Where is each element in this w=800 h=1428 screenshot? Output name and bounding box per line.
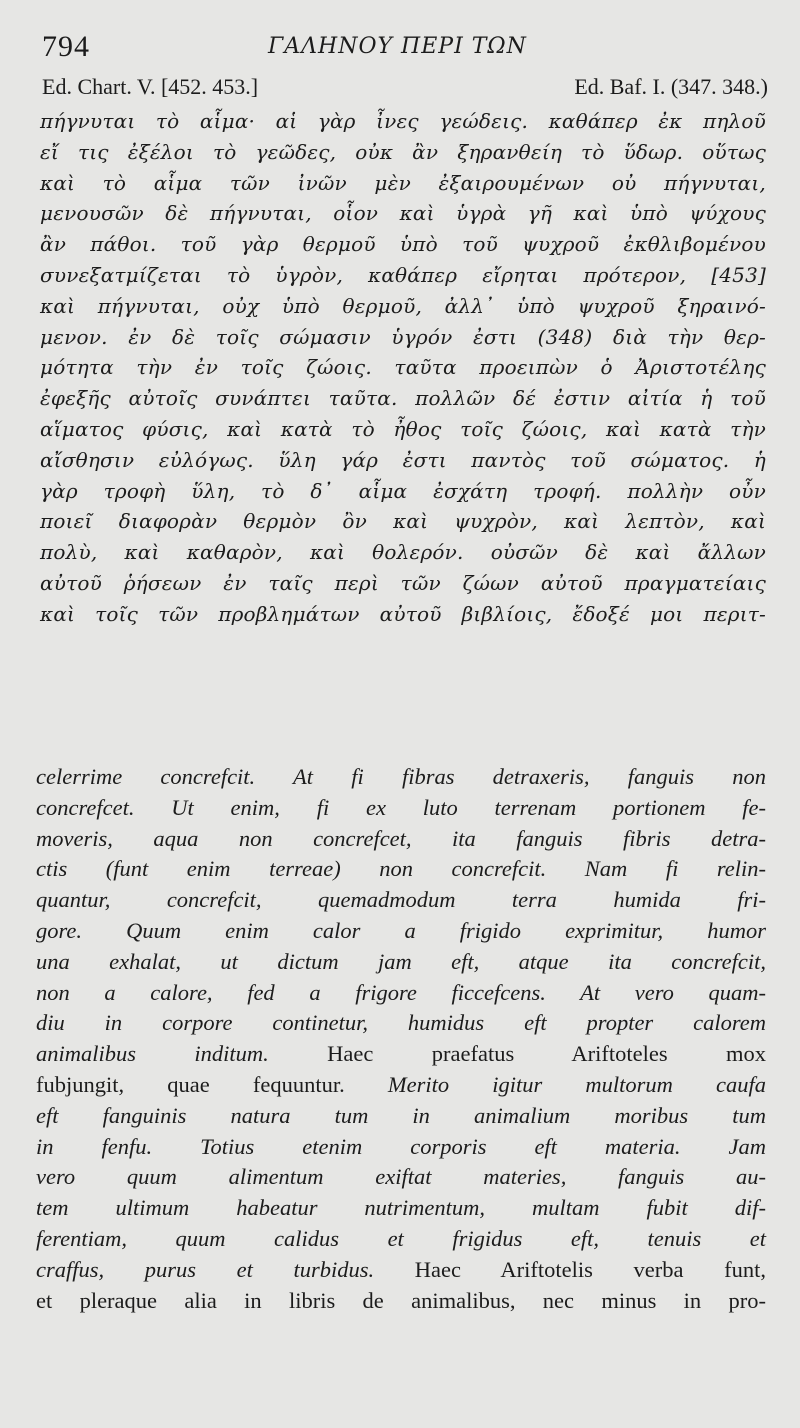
greek-text-line: ἂν πάθοι. τοῦ γὰρ θερμοῦ ὑπὸ τοῦ ψυχροῦ ἐκθλιβομένου: [40, 232, 766, 257]
greek-text-line: μότητα τὴν ἐν τοῖς ζώοις. ταῦτα προειπὼν ὁ Ἀριστοτέλης: [40, 355, 766, 380]
latin-text-line: [36, 1101, 766, 1132]
latin-italic-segment: gore. Quum enim calor a frigido exprimitur, humor: [36, 917, 766, 943]
latin-italic-segment: ctis (funt enim terreae) non concrefcit. Nam fi relin-: [36, 856, 766, 882]
latin-text-line: [36, 1070, 766, 1101]
latin-italic-segment: animalibus inditum.: [36, 1041, 269, 1067]
latin-italic-segment: craffus, purus et turbidus.: [36, 1256, 375, 1282]
greek-text-line: συνεξατμίζεται τὸ ὑγρὸν, καθάπερ εἴρηται πρότερον, [453]: [40, 262, 766, 287]
latin-text-line: [36, 1193, 766, 1224]
greek-text-block: [40, 106, 766, 630]
page-number: 794: [42, 30, 90, 63]
latin-italic-segment: vero quum alimentum exiftat materies, fanguis au-: [36, 1164, 766, 1190]
latin-text-line: [36, 793, 766, 824]
latin-text-line: [36, 762, 766, 793]
latin-roman-segment: fubjungit, quae fequuntur.: [36, 1071, 345, 1097]
latin-italic-segment: celerrime concrefcit. At fi fibras detraxeris, fanguis non: [36, 764, 766, 789]
latin-text-line: [36, 885, 766, 916]
greek-text-line: αὐτοῦ ῥήσεων ἐν ταῖς περὶ τῶν ζώων αὐτοῦ πραγματείαις: [40, 570, 766, 595]
latin-text-line: [36, 1162, 766, 1193]
latin-italic-segment: eft fanguinis natura tum in animalium moribus tum: [36, 1102, 766, 1128]
latin-italic-segment: moveris, aqua non concrefcet, ita fanguis fibris detra-: [36, 825, 766, 851]
greek-text-line: πήγνυται τὸ αἷμα· αἱ γὰρ ἶνες γεώδεις. καθάπερ ἐκ πηλοῦ: [40, 109, 766, 133]
latin-italic-segment: non a calore, fed a frigore ficcefcens. At vero quam-: [36, 979, 766, 1005]
latin-text-line: [36, 1286, 766, 1317]
latin-text-line: [36, 1008, 766, 1039]
latin-italic-segment: in fenfu. Totius etenim corporis eft materia. Jam: [36, 1133, 766, 1159]
latin-text-line: [36, 824, 766, 855]
page-header: [38, 30, 768, 70]
edition-basel-reference: Ed. Baf. I. (347. 348.): [574, 74, 768, 99]
greek-text-line: ποιεῖ διαφορὰν θερμὸν ὂν καὶ ψυχρὸν, καὶ λεπτὸν, καὶ: [40, 509, 766, 534]
latin-text-line: [36, 978, 766, 1009]
latin-italic-segment: tem ultimum habeatur nutrimentum, multam fubit dif-: [36, 1195, 766, 1221]
greek-text-line: μενον. ἐν δὲ τοῖς σώμασιν ὑγρόν ἐστι (348) διὰ τὴν θερ-: [40, 324, 766, 349]
latin-translation-block: [36, 762, 766, 1316]
latin-text-line: [36, 854, 766, 885]
greek-text-line: καὶ τοῖς τῶν προβλημάτων αὐτοῦ βιβλίοις, ἔδοξέ μοι περιτ-: [40, 601, 766, 626]
latin-italic-segment: una exhalat, ut dictum jam eft, atque ita concrefcit,: [36, 948, 766, 974]
latin-italic-segment: Merito igitur multorum caufa: [344, 1071, 766, 1097]
edition-chartier-reference: Ed. Chart. V. [452. 453.]: [42, 74, 259, 99]
greek-text-line: εἴ τις ἐξέλοι τὸ γεῶδες, οὐκ ἂν ξηρανθείη τὸ ὕδωρ. οὕτως: [40, 139, 766, 164]
greek-text-line: γὰρ τροφὴ ὕλη, τὸ δ᾽ αἷμα ἐσχάτη τροφή. πολλὴν οὖν: [40, 478, 766, 503]
latin-text-line: [36, 947, 766, 978]
greek-text-line: μενουσῶν δὲ πήγνυται, οἷον καὶ ὑγρὰ γῆ καὶ ὑπὸ ψύχους: [40, 201, 766, 226]
greek-text-line: καὶ πήγνυται, οὐχ ὑπὸ θερμοῦ, ἀλλ᾽ ὑπὸ ψυχροῦ ξηραινό-: [40, 293, 766, 318]
latin-text-line: [36, 1039, 766, 1070]
latin-text-line: [36, 1224, 766, 1255]
greek-text-line: ἐφεξῆς αὐτοῖς συνάπτει ταῦτα. πολλῶν δέ ἐστιν αἰτία ἡ τοῦ: [40, 386, 766, 411]
greek-text-line: πολὺ, καὶ καθαρὸν, καὶ θολερόν. οὐσῶν δὲ καὶ ἄλλων: [40, 540, 766, 565]
latin-italic-segment: quantur, concrefcit, quemadmodum terra humida fri-: [36, 887, 766, 913]
latin-italic-segment: ferentiam, quum calidus et frigidus eft, tenuis et: [36, 1225, 766, 1251]
latin-text-line: [36, 1132, 766, 1163]
greek-text-line: αἴσθησιν εὐλόγως. ὕλη γάρ ἐστι παντὸς τοῦ σώματος. ἡ: [40, 447, 766, 472]
greek-text-line: καὶ τὸ αἷμα τῶν ἰνῶν μὲν ἐξαιρουμένων οὐ πήγνυται,: [40, 170, 766, 195]
latin-roman-segment: et pleraque alia in libris de animalibus, nec minus in pro-: [36, 1287, 766, 1313]
latin-text-line: [36, 1255, 766, 1286]
latin-italic-segment: concrefcet. Ut enim, fi ex luto terrenam portionem fe-: [36, 794, 766, 820]
latin-roman-segment: Haec Ariftotelis verba funt,: [374, 1256, 766, 1282]
latin-roman-segment: Haec praefatus Ariftoteles mox: [268, 1041, 766, 1067]
latin-text-line: [36, 916, 766, 947]
greek-text-line: αἵματος φύσις, καὶ κατὰ τὸ ἦθος τοῖς ζώοις, καὶ κατὰ τὴν: [40, 416, 766, 441]
running-title: ΓΑΛΗΝΟΥ ΠΕΡΙ ΤΩΝ: [268, 34, 527, 59]
latin-italic-segment: diu in corpore continetur, humidus eft propter calorem: [36, 1010, 766, 1036]
edition-reference-line: [38, 74, 768, 106]
